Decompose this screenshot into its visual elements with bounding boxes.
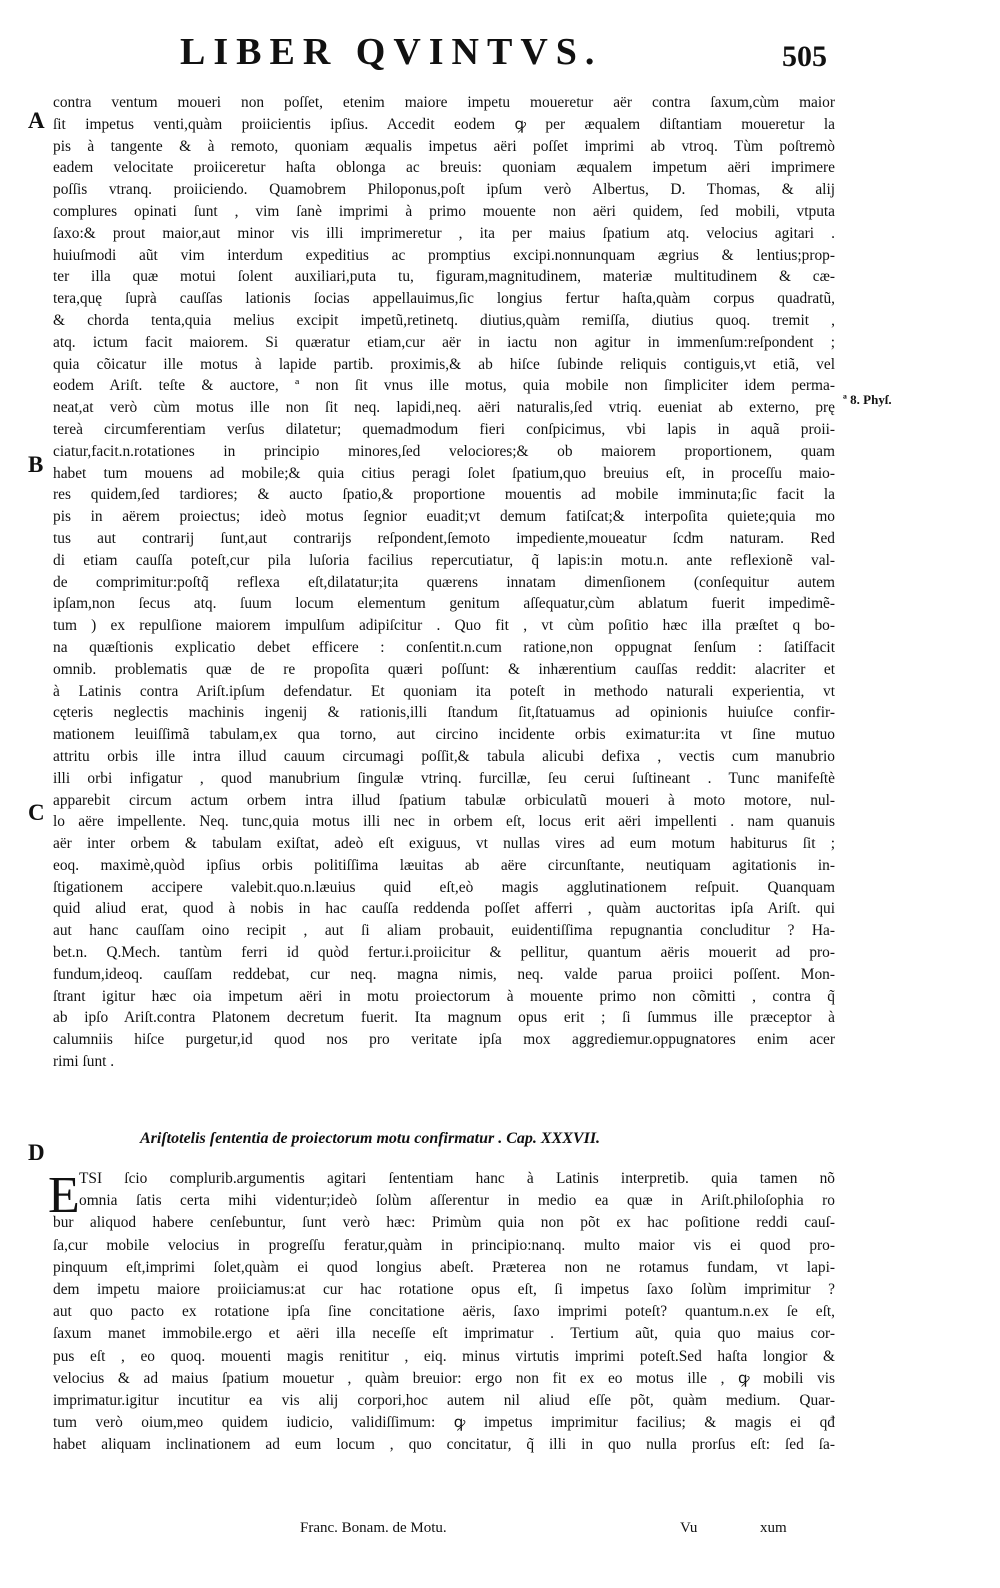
text-line: ab ipſo Ariſt.contra Platonem decretum fuerit. Ita magnum opus erit ; ſi ſummus ille præceptor à — [53, 1009, 835, 1027]
text-line: di etiam cauſſa poteſt,cur pila luſoria facilius repercutiatur, q̃ lapis:in motu.n. ante reflexionẽ val- — [53, 551, 835, 569]
text-line: cęteris neglectis machinis ingenij & rationis,illi ſtandum ſit,ſtatuamus ad opinionis huiuſce confir- — [53, 704, 835, 722]
text-line: imprimatur.igitur incutitur ea vis alij corpori,hoc autem nil aliud eſſe põt, quàm medium. Quar- — [53, 1391, 835, 1409]
catchword: xum — [760, 1520, 787, 1536]
text-line: ter illa quæ motui ſolent auxiliari,puta tu, figuram,magnitudinem, materiæ multitudinem & cæ- — [53, 268, 835, 286]
text-line: res quidem,ſed tardiores; & aucto ſpatio,& proportione mouentis ad mobile imminuta;ſic facit la — [53, 486, 835, 504]
text-line: tum verò oium,meo quidem iudicio, validiſſimum: ꝙ impetus imprimitur facilius; & magis ei qđ — [53, 1414, 835, 1432]
text-line: & chorda tenta,quia melius excipit impetũ,retinetq. diutius,quàm remiſſa, diutius quoq. tremit , — [53, 311, 835, 329]
text-line: omnib. problematis quæ de re propoſita quæri poſſunt: & inhærentium cauſſas reddit: alacriter et — [53, 660, 835, 678]
text-line: ciatur,facit.n.rotationes in principio minores,ſed velociores;& ob maiorem proportionem, quam — [53, 442, 835, 460]
drop-cap-initial: E — [48, 1167, 80, 1224]
text-line: velocius & ad maius ſpatium mouetur , quàm breuior: ergo non fit ex eo motus ille , ꝙ mobili vis — [53, 1369, 835, 1387]
text-line: fundum,ideoq. cauſſam reddebat, cur neq. magna nimis, neq. valde parua proiici poſſent. Mon- — [53, 965, 835, 983]
text-line: apparebit circum actum orbem intra illud ſpatium tabulæ orbiculatũ moueri à moto motore, nul- — [53, 791, 835, 809]
body-text — [53, 92, 835, 1073]
text-line: quia cõicatur ille motus à lapide partib. proximis,& ab hiſce ſubinde reliquis contiguis,vt etiã, vel — [53, 355, 835, 373]
text-line: quid aliud erat, quod à nobis in hac cauſſa reddenda poſſet afferri , quàm auctoritas ipſa Ariſt. qui — [53, 900, 835, 918]
text-line: habet tum mouens ad mobile;& quia citius peragi ſolet ſpatium,quo breuius eſt, in proceſſu maio- — [53, 464, 835, 482]
text-line: atq. ictum facit maiorem. Si quæratur etiam,cur aër in iactu non agitur in immenſum:reſpondent ; — [53, 333, 835, 351]
text-line: eodem Ariſt. teſte & auctore, ª non ſit vnus ille motus, quia mobile non ſimpliciter idem perma- — [53, 377, 835, 395]
text-line: pus eſt , eo quoq. mouenti magis renititur , eiq. minus virtutis imprimi poteſt.Sed haſta longior & — [53, 1347, 835, 1365]
text-line: contra ventum moueri non poſſet, etenim maiore impetu moueretur aër contra ſaxum,cùm maior — [53, 94, 835, 111]
text-line: aut hanc cauſſam oino recipit , aut ſi aliam probauit, euidentiſſima repugnantia concluditur ? Ha- — [53, 922, 835, 940]
text-line: aër inter orbem & tabulam exiſtat, adeò eſt exiguus, vt nullas vires ad eum motum habiturus ſit ; — [53, 835, 835, 853]
text-line: complures opinati ſunt , vim ſanè imprimi à primo mouente non aëri quidem, ſed mobili, vtputa — [53, 202, 835, 220]
text-line: omnia ſatis certa mihi videntur;ideò ſolùm aſſerentur in medio ea quæ in Ariſt.philoſophia ro — [79, 1192, 835, 1210]
text-line: ſa,cur mobile velocius in progreſſu feratur,quàm in principio:nanq. multo maior vis ei quod pro- — [53, 1236, 835, 1254]
text-line: neat,at verò cùm motus ille non ſit neq. lapidi,neq. aëri naturalis,ſed vtriq. eueniat ab externo, prę — [53, 399, 835, 417]
margin-marker-c: C — [28, 800, 45, 825]
margin-marker-d: D — [28, 1140, 45, 1165]
text-line: pis in aërem proiectus; ideò motus ſegnior euadit;vt demum fatiſcat;& interpoſita quiete;quia mo — [53, 508, 835, 526]
text-line: bet.n. Q.Mech. tantùm ferri id quòd fertur.i.proiicitur & pellitur, quantum aëris mouerit ad pro- — [53, 944, 835, 962]
text-line: ſtigationem accipere valebit.quo.n.læuius quid eſt,eò magis agglutinationem reſpuit. Quanquam — [53, 878, 835, 896]
text-line: ſaxo:& prout maior,aut minor vis illi imprimeretur , ita per maius ſpatium atq. velocius agitari . — [53, 224, 835, 242]
text-line: ſaxum manet immobile.ergo et aëri illa neceſſe eſt imprimatur . Tertium aũt, quia quo maius cor- — [53, 1325, 835, 1343]
text-line: ſtrant igitur hæc oia impetum aëri in motu proiectorum à mouente primo non cõmitti , contra q̃ — [53, 987, 835, 1005]
text-line: huiuſmodi aũt vim interdum expeditius ac promptius excipi.nonnunquam ægrius & lentius;prop- — [53, 246, 835, 264]
text-line: calumniis hiſce purgetur,id quod nos pro veritate ipſa mox aggrediemur.oppugnatores enim acer — [53, 1031, 835, 1049]
text-line: eoq. maximè,quòd ipſius orbis politiſſima læuitas ab aëre circunſtante, neutiquam agitationis in- — [53, 856, 835, 874]
text-line: dem impetu maiore proiiciamus:at cur hac rotatione opus eſt, ſi impetus ſaxo ſolùm imprimitur ? — [53, 1280, 835, 1298]
text-line: de comprimitur:poſtq̃ reflexa eſt,dilatatur;ita quærens innatam dimenſionem (conſequitur autem — [53, 573, 835, 591]
text-line: tum ) ex repulſione maiorem impulſum adipiſcitur . Quo fit , vt cùm poſitio hæc illa præſtet q bo- — [53, 617, 835, 635]
margin-marker-b: B — [28, 452, 44, 477]
text-line: illi orbi infigatur , quod manubrium ſingulæ vtrinq. furcillæ, ſeu cerui ſuſtineant . Tunc manifeſtè — [53, 769, 835, 787]
text-line: ſit impetus venti,quàm proiicientis ipſius. Accedit eodem ꝙ per æqualem diſtantiam moueretur la — [53, 115, 835, 133]
text-line: tus aut contrarij ſunt,aut contrarijs reſpondent,ſemoto impediente,moueatur ſcdm naturam. Red — [53, 529, 835, 547]
text-line: ipſam,non ſecus atq. ſuum locum elementum genitum aſſequatur,cùm ablatum fuerit impedimẽ- — [53, 595, 835, 613]
text-line: pinquum eſt,imprimi ſolet,quàm ei quod longius abeſt. Præterea non ne rotamus fundam, vt lapi- — [53, 1258, 835, 1276]
text-line: poſſis vtranq. proiiciendo. Quamobrem Philoponus,poſt ipſum verò Albertus, D. Thomas, & alij — [53, 181, 835, 199]
margin-marker-a: A — [28, 108, 45, 133]
footer-book-title: Franc. Bonam. de Motu. — [300, 1520, 447, 1536]
text-line: attritu orbis ille intra illud cauum circumagi poſſit,& tabula alicubi defixa , vectis cum manubrio — [53, 747, 835, 765]
signature-mark: Vu — [680, 1520, 698, 1536]
page-number: 505 — [782, 40, 827, 73]
text-line: TSI ſcio complurib.argumentis agitari ſententiam hanc à Latinis interpretib. quia tamen nõ — [79, 1170, 835, 1187]
text-line: mationem leuiſſimã tabulam,ex qua torno, aut circino incidente orbis eximatur:ita vt ſine mutuo — [53, 726, 835, 744]
text-line: tereà circumferentiam verſus dilatetur; quemadmodum fieri conſpicimus, vbi lapis in aquã proii- — [53, 420, 835, 438]
text-line: rimi ſunt . — [53, 1053, 115, 1071]
text-line: à Latinis contra Ariſt.ipſum defendatur. Et quoniam ita poteſt in methodo naturali experientia, vt — [53, 682, 835, 700]
chapter-heading: Ariſtotelis ſententia de proiectorum motu confirmatur . Cap. XXXVII. — [140, 1130, 601, 1147]
text-line: bur aliquod habere cenſebuntur, ſunt verò hæc: Primùm quia non põt ex hac poſitione reddi cauſ- — [53, 1214, 835, 1232]
marginal-note: ª 8. Phyſ. — [843, 392, 892, 407]
text-line: tera,quę ſuprà cauſſas lationis ſocias appellauimus,ſic longius fertur haſta,quàm corpus quadratũ, — [53, 290, 835, 308]
running-title: LIBER QVINTVS. — [180, 31, 603, 73]
text-line: habet aliquam inclinationem ad eum locum , quo concitatur, q̃ illi in quo nulla prorſus eſt: ſed ſa- — [53, 1436, 835, 1454]
text-line: lo aëre impellente. Neq. tunc,quia motus illi nec in orbem eſt, locus erit aëri impellenti . nam quanuis — [53, 813, 835, 831]
chapter-text — [53, 1168, 835, 1456]
text-line: aut quo pacto ex rotatione ipſa ſine concitatione aëris, ſaxo imprimi poteſt? quantum.n.ex ſe eſt, — [53, 1303, 835, 1321]
text-line: eadem velocitate proiiceretur haſta oblonga ac breuis: quoniam æqualem impetum aëri imprimere — [53, 159, 835, 177]
text-line: pis à tangente & à remoto, quoniam æqualis impetus aëri poſſet imprimi ab vtroq. Tùm poſtremò — [53, 137, 835, 155]
text-line: na quæſtionis explicatio debet efficere : conſentit.n.cum ratione,non oppugnat ſenſum : ſatiſfacit — [53, 638, 835, 656]
